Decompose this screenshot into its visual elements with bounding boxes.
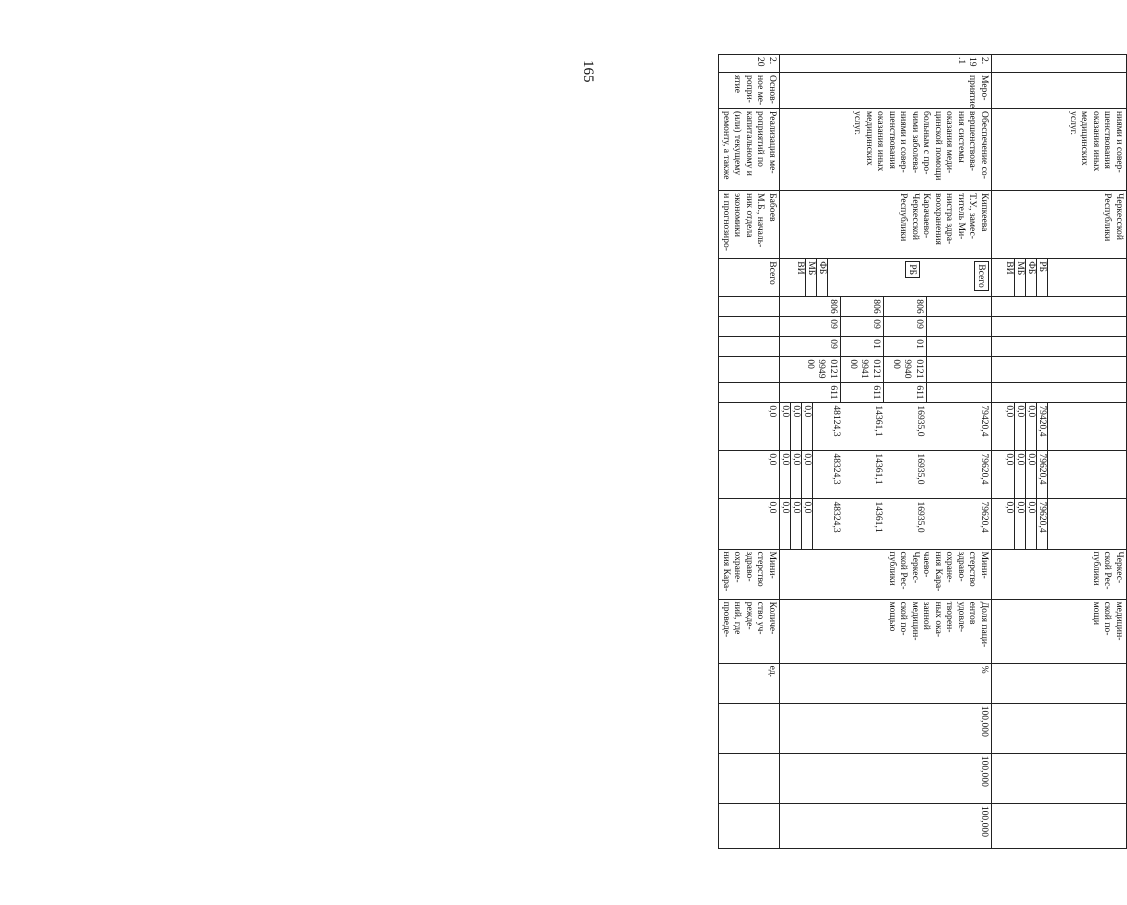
row-name-cell: Основ- ное ме- ропри- ятие <box>719 73 780 109</box>
table-row <box>992 55 1127 849</box>
pr-cell <box>992 337 1127 357</box>
csr-cell <box>719 357 780 383</box>
rotated-table-page <box>655 54 1127 849</box>
indicator-cell: Количе- ство уч- режде- ний, где проведе- <box>719 599 780 663</box>
amount-2021-cell: 79620,4 0,0 0,0 0,0 <box>992 499 1127 549</box>
value-2020-cell: 100,000 <box>780 753 992 803</box>
page-number: 165 <box>580 60 596 83</box>
measure-cell: Реализация ме- роприятий по капитальному и (или) текущему ремонту, а также <box>719 109 780 191</box>
pr-cell: 01 01 09 <box>780 337 992 357</box>
value-2021-cell: 100,000 <box>780 803 992 848</box>
rz-cell: 09 09 09 <box>780 317 992 337</box>
amount-2021-cell: 0,0 <box>719 499 780 549</box>
csr-cell <box>992 357 1127 383</box>
indicator-cell: медицин- ской по- мощи <box>992 599 1127 663</box>
row-name-cell: Меро- приятие <box>780 73 992 109</box>
row-number-cell <box>992 55 1127 73</box>
source-cell: Всего <box>719 259 780 297</box>
table-row <box>780 55 992 849</box>
value-2019-cell: 100,000 <box>780 703 992 753</box>
grbs-cell <box>719 297 780 317</box>
table-row <box>719 55 780 849</box>
value-2021-cell <box>719 803 780 848</box>
vr-cell <box>992 383 1127 403</box>
csr-cell: 0121 9940 00 0121 9941 00 0121 9949 00 <box>780 357 992 383</box>
rz-cell <box>992 317 1127 337</box>
row-number-cell: 2. 20 <box>719 55 780 73</box>
value-2021-cell <box>992 803 1127 848</box>
amount-2020-cell: 0,0 <box>719 451 780 499</box>
value-2019-cell <box>992 703 1127 753</box>
grbs-cell <box>992 297 1127 317</box>
executor-cell: Бабоев М.Б., началь- ник отдела экономики и прогнозиро- <box>719 191 780 259</box>
indicator-cell: Доля паци- ентов удовле- творен- ных ока- занной медицин- ской по- мощью <box>780 599 992 663</box>
unit-cell <box>992 663 1127 703</box>
executor-cell: Кипкеева Т.У., замес- титель Ми- нистра здра- воохранения Карачаево- Черкесской Республики <box>780 191 992 259</box>
value-2020-cell <box>719 753 780 803</box>
grbs-cell: 806 806 806 <box>780 297 992 317</box>
measure-cell: ниями и совер- шенствования оказания иных медицинских услуг. <box>992 109 1127 191</box>
row-name-cell <box>992 73 1127 109</box>
amount-2021-cell: 79620,4 16935,0 14361,1 48324,3 0,0 0,0 0,0 <box>780 499 992 549</box>
executor-cell: Черкесской Республики <box>992 191 1127 259</box>
responsible-cell: Черкес- ской Рес- публики <box>992 549 1127 599</box>
amount-2020-cell: 79620,4 16935,0 14361,1 48324,3 0,0 0,0 0,0 <box>780 451 992 499</box>
pr-cell <box>719 337 780 357</box>
amount-2019-cell: 79420,4 16935,0 14361,1 48124,3 0,0 0,0 0,0 <box>780 403 992 451</box>
value-2020-cell <box>992 753 1127 803</box>
responsible-cell: Мини- стерство здраво- охране- ния Кара- чаево- Черкес- ской Рес- публики <box>780 549 992 599</box>
vr-cell <box>719 383 780 403</box>
source-cell: Всего РБ ФБ МБ ВИ <box>780 259 992 297</box>
row-number-cell: 2. 19 .1 <box>780 55 992 73</box>
vr-cell: 611 611 611 <box>780 383 992 403</box>
unit-cell: ед. <box>719 663 780 703</box>
unit-cell: % <box>780 663 992 703</box>
source-cell: РБ ФБ МБ ВИ <box>992 259 1127 297</box>
amount-2019-cell: 0,0 <box>719 403 780 451</box>
responsible-cell: Мини- стерство здраво- охране- ния Кара- <box>719 549 780 599</box>
amount-2019-cell: 79420,4 0,0 0,0 0,0 <box>992 403 1127 451</box>
amount-2020-cell: 79620,4 0,0 0,0 0,0 <box>992 451 1127 499</box>
measure-cell: Обеспечение со- вершенствова- ния системы оказания меди- цинской помощи больным с про- чими заболева- ниями и совер- шенствования оказания иных медицинских услуг. <box>780 109 992 191</box>
program-table <box>719 54 1127 849</box>
rz-cell <box>719 317 780 337</box>
value-2019-cell <box>719 703 780 753</box>
